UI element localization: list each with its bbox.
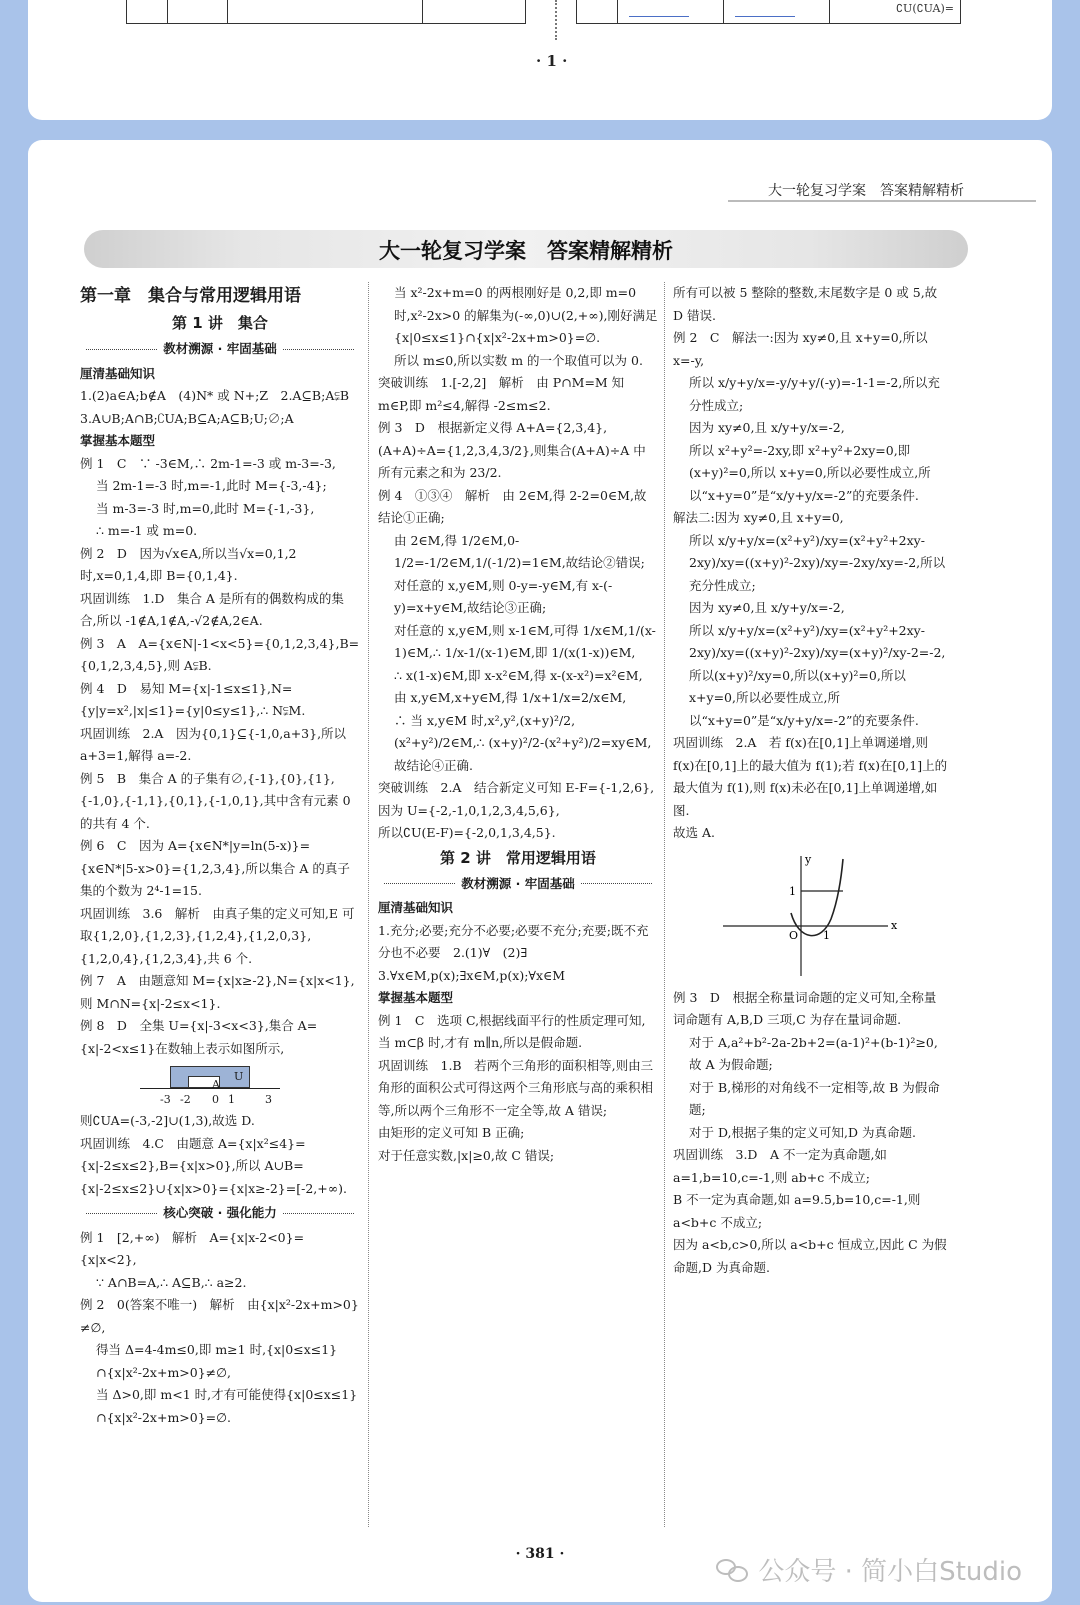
wechat-icon [716,1557,752,1583]
tick-label-y: 1 [789,884,796,898]
answer-paragraph: 所以 x/y+y/x=(x²+y²)/xy=(x²+y²+2xy-2xy)/xy=((x+y)²-2xy)/xy=(x+y)²/xy-2=-2, [689,622,946,660]
answer-paragraph: 所有可以被 5 整除的整数,末尾数字是 0 或 5,故 D 错误. [673,285,938,323]
answer-paragraph: 所以 m≤0,所以实数 m 的一个取值可以为 0. [394,352,643,368]
answer-paragraph: 因为 xy≠0,且 x/y+y/x=-2, [689,420,845,435]
tick-label: -3 [160,1093,171,1106]
answer-paragraph: 对于 D,根据子集的定义可知,D 为真命题. [689,1124,916,1140]
tick-label: 0 [212,1093,219,1106]
answer-paragraph: ∴ m=-1 或 m=0. [96,523,198,538]
answer-paragraph: 当 x²-2x+m=0 的两根刚好是 0,2,即 m=0 时,x²-2x>0 的解集为(-∞,0)∪(2,+∞),刚好满足{x|0≤x≤1}∩{x|x²-2x+m>0}=∅. [394,285,658,345]
answer-paragraph: 所以∁U(E-F)={-2,0,1,3,4,5}. [378,825,556,840]
answer-paragraph: 例 3 A A={x∈N|-1<x<5}={0,1,2,3,4},B={0,1,2,3,4,5},则 A⫋B. [80,635,360,673]
answer-paragraph: 例 3 D 根据新定义得 A+A={2,3,4},(A+A)÷A={1,2,3,4,3/2},则集合(A+A)÷A 中所有元素之和为 23/2. [378,420,646,480]
section-banner: 教材溯源 · 牢固基础 [378,873,658,896]
banner-title: 大一轮复习学案 答案精解精析 [379,239,673,263]
answer-paragraph: 巩固训练 2.A 因为{0,1}⊆{-1,0,a+3},所以 a+3=1,解得 a=-2. [80,725,347,763]
answer-paragraph: 对于 A,a²+b²-2a-2b+2=(a-1)²+(b-1)²≥0,故 A 为假命题; [689,1034,938,1072]
section-banner: 核心突破 · 强化能力 [80,1202,360,1225]
answer-paragraph: 当 Δ>0,即 m<1 时,才有可能使得{x|0≤x≤1}∩{x|x²-2x+m>0}=∅. [96,1387,358,1425]
answer-paragraph: 当 m-3=-3 时,m=0,此时 M={-1,-3}, [96,500,315,516]
table-right [576,0,961,24]
running-header: 大一轮复习学案 答案精解精析 [768,183,964,199]
column-divider [368,282,369,1527]
text-column-3 [673,282,948,1279]
page-number-bottom: · 381 · [515,1546,565,1562]
watermark [716,1551,1022,1588]
answer-paragraph: 故选 A. [673,825,715,840]
tick-label: 3 [265,1093,272,1106]
answer-paragraph: 对于任意实数,|x|≥0,故 C 错误; [378,1147,555,1163]
answer-paragraph: 例 2 C 解法一:因为 xy≠0,且 x+y=0,所以 x=-y, [673,330,928,368]
label-a: A [212,1078,220,1091]
answer-paragraph: 所以(x+y)²/xy=0,所以(x+y)²=0,所以 x+y=0,所以必要性成立,所以“x+y=0”是“x/y+y/x=-2”的充要条件. [689,667,919,728]
axis-label-x: x [891,918,898,932]
answer-paragraph: 对于 B,梯形的对角线不一定相等,故 B 为假命题; [689,1079,940,1117]
subsection-heading: 掌握基本题型 [378,990,454,1005]
answer-paragraph: 巩固训练 3.6 解析 由真子集的定义可知,E 可取{1,2,0},{1,2,3},{1,2,4},{1,2,0,3},{1,2,0,4},{1,2,3,4},共 6 个. [80,905,355,966]
chapter-title: 第一章 集合与常用逻辑用语 [80,286,301,306]
page-number-top: · 1 · [536,52,568,70]
text-column-2 [378,282,658,1167]
answer-paragraph: 突破训练 2.A 结合新定义可知 E-F={-1,2,6}, [378,780,655,795]
function-curve [791,859,843,936]
answer-paragraph: 例 2 0(答案不唯一) 解析 由{x|x²-2x+m>0}≠∅, [80,1297,359,1335]
answer-paragraph: 例 1 [2,+∞) 解析 A={x|x-2<0}={x|x<2}, [80,1229,305,1267]
answer-paragraph: 1.(2)a∈A;b∉A (4)N* 或 N+;Z 2.A⊆B;A⫋B 3.A∪B;A∩B;∁UA;B⊆A;A⊆B;U;∅;A [80,388,362,426]
function-graph [703,851,943,981]
answer-paragraph: 所以 x/y+y/x=-y/y+y/(-y)=-1-1=-2,所以充分性成立; [689,375,940,413]
answer-paragraph: 因为 a<b,c>0,所以 a<b+c 恒成立,因此 C 为假命题,D 为真命题. [673,1237,947,1275]
origin-label: O [789,928,799,942]
axis-label-y: y [805,852,812,866]
answer-paragraph: 例 5 B 集合 A 的子集有∅,{-1},{0},{1},{-1,0},{-1,1},{0,1},{-1,0,1},其中含有元素 0 的共有 4 个. [80,770,351,831]
answer-paragraph: 例 4 D 易知 M={x|-1≤x≤1},N={y|y=x²,|x|≤1}={y|0≤y≤1},∴ N⫋M. [80,680,306,718]
answer-paragraph: 例 1 C ∵ -3∈M,∴ 2m-1=-3 或 m-3=-3, [80,455,336,471]
table-left [126,0,526,24]
tick-label: -2 [180,1093,191,1106]
header-rule [728,200,1036,202]
title-banner [84,230,968,268]
answer-paragraph: 突破训练 1.[-2,2] 解析 由 P∩M=M 知 m∈P,即 m²≤4,解得 -2≤m≤2. [378,375,625,413]
column-divider [664,282,665,1527]
answer-paragraph: 当 2m-1=-3 时,m=-1,此时 M={-3,-4}; [96,478,327,493]
answer-paragraph: 因为 U={-2,-1,0,1,2,3,4,5,6}, [378,802,560,818]
answer-paragraph: B 不一定为真命题,如 a=9.5,b=10,c=-1,则 a<b+c 不成立; [673,1192,921,1230]
answer-paragraph: ∴ x(1-x)∈M,即 x-x²∈M,得 x-(x-x²)=x²∈M, [394,667,643,683]
text-column-1 [80,282,360,1429]
answer-paragraph: 因为 xy≠0,且 x/y+y/x=-2, [689,600,845,615]
top-table-fragment [126,0,954,24]
section-banner: 教材溯源 · 牢固基础 [80,338,360,361]
column-divider [555,0,557,40]
answer-paragraph: 由 2∈M,得 1/2∈M,0-1/2=-1/2∈M,1/(-1/2)=1∈M,故结论②错误; [394,532,645,570]
answer-paragraph: 由 x,y∈M,x+y∈M,得 1/x+1/x=2/x∈M, [394,690,627,705]
answer-paragraph: 解法二:因为 xy≠0,且 x+y=0, [673,510,844,525]
top-page-card [28,0,1052,120]
answer-paragraph: 对任意的 x,y∈M,则 0-y=-y∈M,有 x-(-y)=x+y∈M,故结论③正确; [394,577,613,615]
subsection-heading: 厘清基础知识 [378,900,454,915]
answer-paragraph: 巩固训练 3.D A 不一定为真命题,如 a=1,b=10,c=-1,则 ab+c 不成立; [673,1147,887,1185]
subsection-heading: 掌握基本题型 [80,433,156,448]
answer-paragraph: 巩固训练 2.A 若 f(x)在[0,1]上单调递增,则 f(x)在[0,1]上的最大值为 f(1);若 f(x)在[0,1]上的最大值为 f(1),则 f(x)未必在[0,1]上单调递增,如图. [673,735,948,818]
answer-paragraph: 对任意的 x,y∈M,则 x-1∈M,可得 1/x∈M,1/(x-1)∈M,∴ 1/x-1/(x-1)∈M,即 1/(x(1-x))∈M, [394,622,656,660]
answer-paragraph: 得当 Δ=4-4m≤0,即 m≥1 时,{x|0≤x≤1}∩{x|x²-2x+m>0}≠∅, [96,1342,338,1380]
number-line-figure [120,1062,360,1108]
answer-paragraph: 巩固训练 1.B 若两个三角形的面积相等,则由三角形的面积公式可得这两个三角形底与高的乘积相等,所以两个三角形不一定全等,故 A 错误; [378,1057,654,1118]
answer-paragraph: 例 2 D 因为√x∈A,所以当√x=0,1,2 时,x=0,1,4,即 B={0,1,4}. [80,545,297,583]
tick-label: 1 [228,1093,235,1106]
subsection-heading: 厘清基础知识 [80,365,156,381]
main-page-card [28,140,1052,1602]
answer-paragraph: 例 6 C 因为 A={x∈N*|y=ln(5-x)}={x∈N*|5-x>0}={1,2,3,4},所以集合 A 的真子集的个数为 2⁴-1=15. [80,838,350,898]
label-u: U [234,1070,244,1083]
answer-paragraph: 例 4 ①③④ 解析 由 2∈M,得 2-2=0∈M,故结论①正确; [378,487,647,525]
answer-paragraph: 巩固训练 4.C 由题意 A={x|x²≤4}={x|-2≤x≤2},B={x|x>0},所以 A∪B={x|-2≤x≤2}∪{x|x>0}={x|x≥-2}=[-2,+∞). [80,1135,347,1196]
answer-paragraph: ∵ A∩B=A,∴ A⊆B,∴ a≥2. [96,1274,247,1290]
graph-svg [703,851,943,981]
answer-paragraph: 则∁UA=(-3,-2]∪(1,3),故选 D. [80,1113,255,1128]
tick-label-x: 1 [823,928,830,942]
answer-paragraph: 所以 x/y+y/x=(x²+y²)/xy=(x²+y²+2xy-2xy)/xy=((x+y)²-2xy)/xy=-2xy/xy=-2,所以充分性成立; [689,532,946,593]
answer-paragraph: ∴ 当 x,y∈M 时,x²,y²,(x+y)²/2,(x²+y²)/2∈M,∴ (x+y)²/2-(x²+y²)/2=xy∈M,故结论④正确. [394,712,652,773]
answer-paragraph: 巩固训练 1.D 集合 A 是所有的偶数构成的集合,所以 -1∉A,1∉A,-√2∉A,2∈A. [80,590,344,628]
lesson-title: 第 2 讲 常用逻辑用语 [440,848,596,867]
answer-paragraph: 由矩形的定义可知 B 正确; [378,1125,525,1140]
lesson-title: 第 1 讲 集合 [172,314,268,332]
answer-paragraph: 例 1 C 选项 C,根据线面平行的性质定理可知,当 m⊂β 时,才有 m∥n,所以是假命题. [378,1012,646,1050]
answer-paragraph: 例 7 A 由题意知 M={x|x≥-2},N={x|x<1},则 M∩N={x|-2≤x<1}. [80,973,355,1011]
answer-paragraph: 例 3 D 根据全称量词命题的定义可知,全称量词命题有 A,B,D 三项,C 为存在量词命题. [673,989,937,1027]
watermark-text: 公众号 · 简小白Studio [758,1557,1022,1587]
answer-paragraph: 例 8 D 全集 U={x|-3<x<3},集合 A={x|-2<x≤1}在数轴上表示如图所示, [80,1018,318,1056]
formula-fragment: ∁U(∁UA)= [896,2,954,15]
answer-paragraph: 1.充分;必要;充分不必要;必要不充分;充要;既不充分也不必要 2.(1)∀ (2)∃ 3.∀x∈M,p(x);∃x∈M,p(x);∀x∈M [378,922,649,983]
answer-paragraph: 所以 x²+y²=-2xy,即 x²+y²+2xy=0,即(x+y)²=0,所以 x+y=0,所以必要性成立,所以“x+y=0”是“x/y+y/x=-2”的充要条件. [689,442,931,503]
